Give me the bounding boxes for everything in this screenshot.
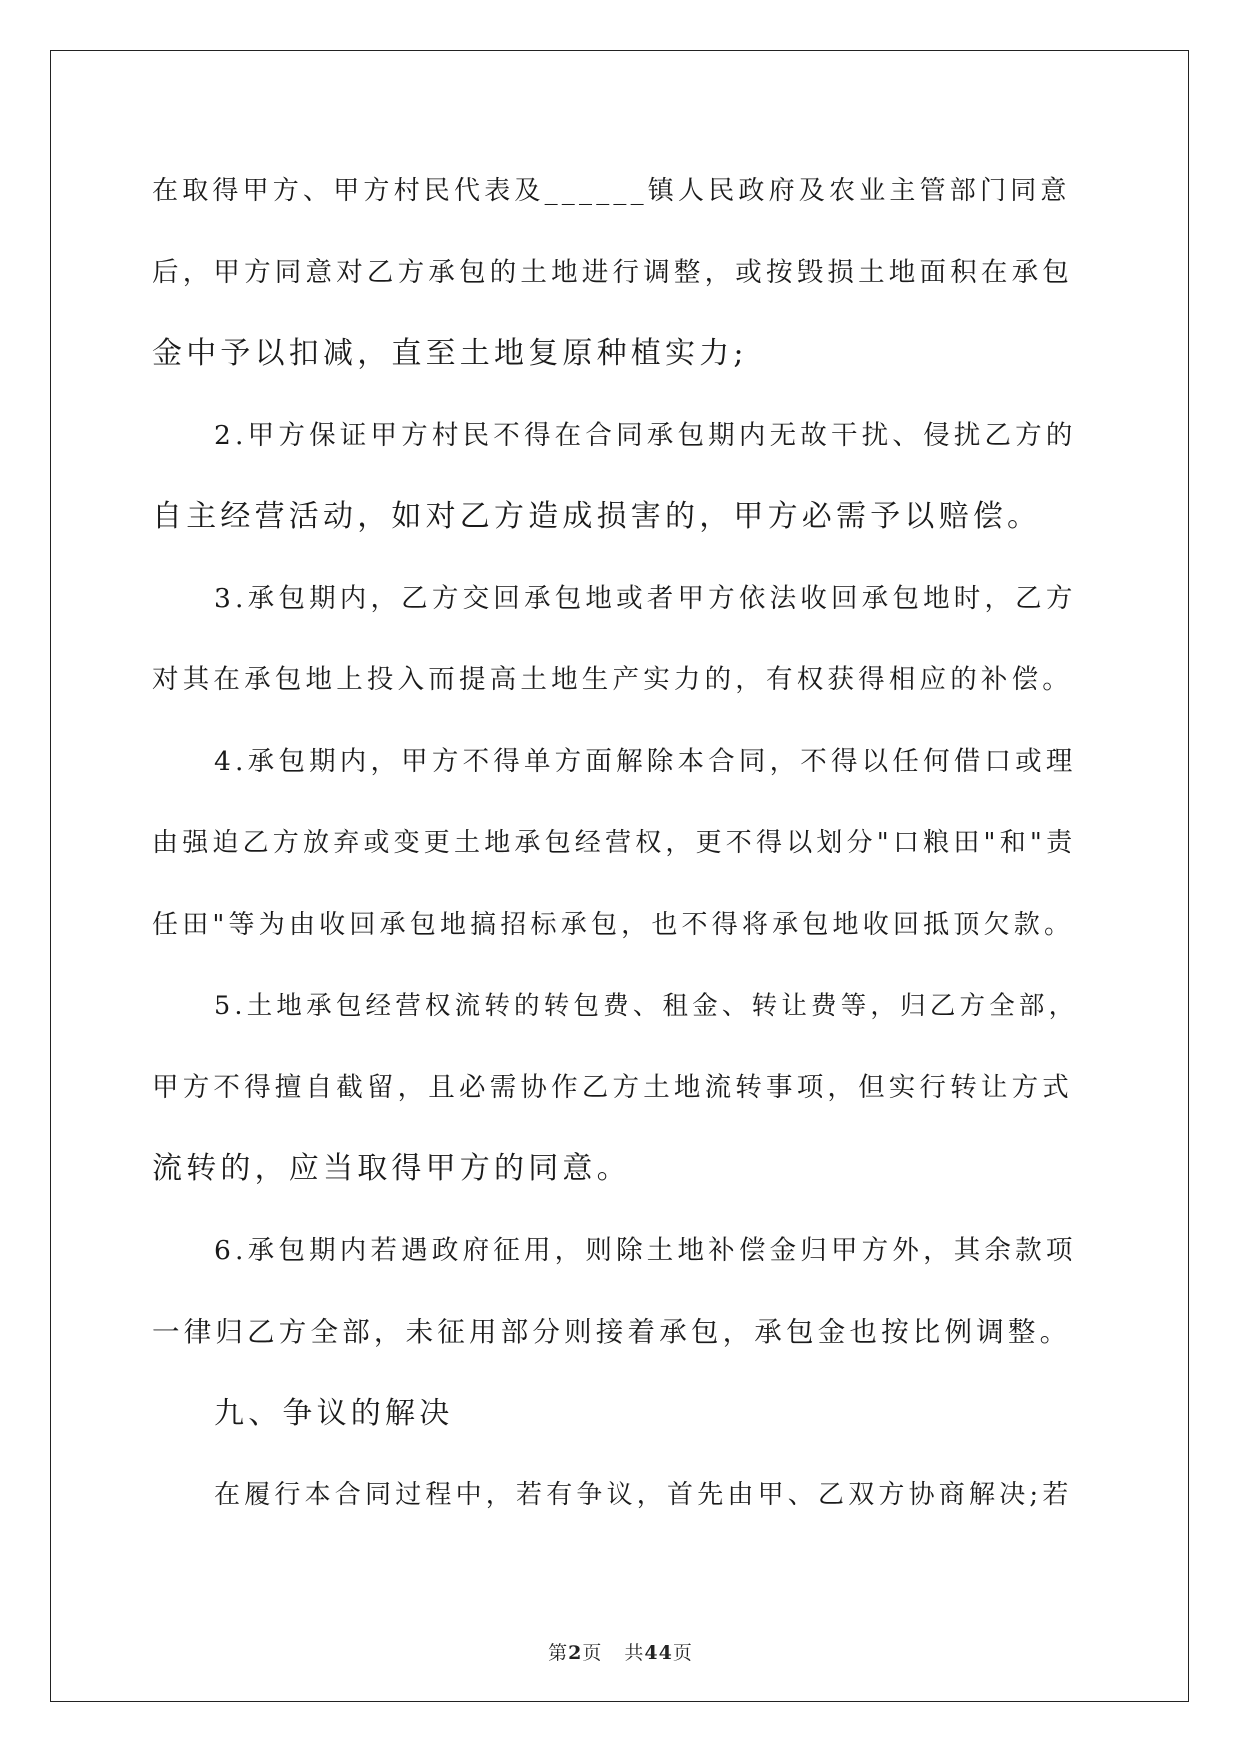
footer-page-prefix: 第 <box>548 1642 569 1664</box>
text-line: 自主经营活动，如对乙方造成损害的，甲方必需予以赔偿。 <box>152 499 1042 534</box>
footer-page-number: 2 <box>568 1642 583 1664</box>
footer-total-prefix: 共 <box>624 1642 645 1664</box>
footer-page-suffix: 页 <box>582 1642 603 1664</box>
text-line: 4.承包期内，甲方不得单方面解除本合同，不得以任何借口或理 <box>214 745 1077 777</box>
footer-total-pages: 44 <box>644 1642 673 1664</box>
text-line: 2.甲方保证甲方村民不得在合同承包期内无故干扰、侵扰乙方的 <box>214 419 1077 451</box>
text-line: 任田"等为由收回承包地搞招标承包，也不得将承包地收回抵顶欠款。 <box>152 909 1075 940</box>
footer-total-suffix: 页 <box>672 1642 693 1664</box>
text-line: 金中予以扣减，直至土地复原种植实力; <box>152 336 748 371</box>
text-line: 甲方不得擅自截留，且必需协作乙方土地流转事项，但实行转让方式 <box>152 1071 1073 1103</box>
text-line: 流转的，应当取得甲方的同意。 <box>152 1151 631 1186</box>
text-line: 在履行本合同过程中，若有争议，首先由甲、乙双方协商解决;若 <box>214 1480 1073 1510</box>
text-line: 3.承包期内，乙方交回承包地或者甲方依法收回承包地时，乙方 <box>214 582 1077 614</box>
text-line: 对其在承包地上投入而提高土地生产实力的，有权获得相应的补偿。 <box>152 664 1073 695</box>
text-line: 由强迫乙方放弃或变更土地承包经营权，更不得以划分"口粮田"和"责 <box>152 828 1077 858</box>
text-line: 后，甲方同意对乙方承包的土地进行调整，或按毁损土地面积在承包 <box>152 256 1073 288</box>
text-line: 一律归乙方全部，未征用部分则接着承包，承包金也按比例调整。 <box>152 1316 1072 1348</box>
text-line: 6.承包期内若遇政府征用，则除土地补偿金归甲方外，其余款项 <box>214 1234 1077 1266</box>
page-footer <box>0 1638 1241 1665</box>
document-body <box>152 155 1082 1541</box>
text-line: 在取得甲方、甲方村民代表及______镇人民政府及农业主管部门同意 <box>152 176 1071 206</box>
text-line: 5.土地承包经营权流转的转包费、租金、转让费等，归乙方全部， <box>214 991 1079 1021</box>
text-line: 九、争议的解决 <box>214 1395 454 1431</box>
